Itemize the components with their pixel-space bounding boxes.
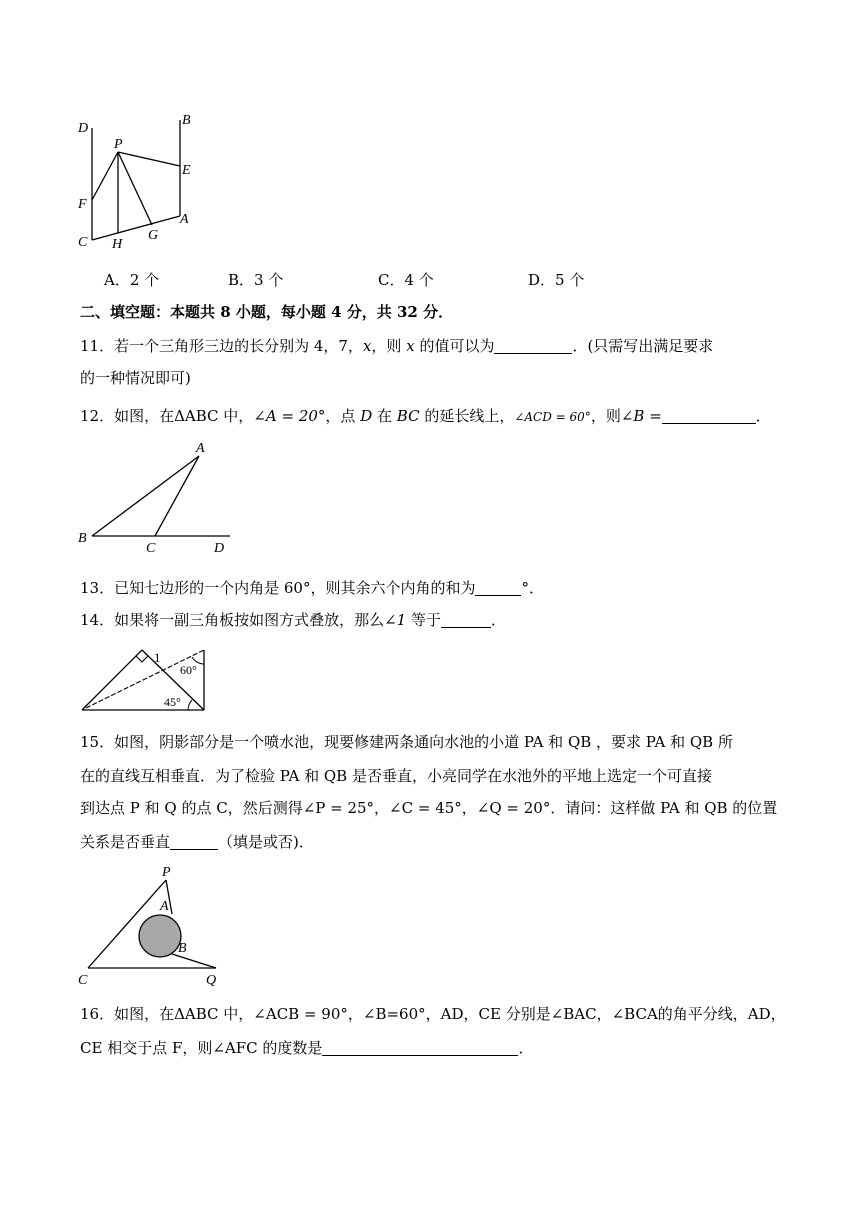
label-C: C [146, 541, 156, 556]
q14-text-end: ． [491, 611, 507, 629]
label-Q: Q [206, 973, 217, 988]
figure-q12 [74, 436, 244, 558]
q16-answer-blank[interactable] [322, 1039, 518, 1056]
q13-text-pre: 13．已知七边形的一个内角是 60°，则其余六个内角的和为 [80, 579, 476, 597]
q12-text-pre: 12．如图，在ΔABC 中， [80, 407, 254, 425]
figure-q14 [78, 644, 208, 714]
label-C: C [78, 235, 88, 250]
q12-angle-a: ∠A = 20° [253, 407, 326, 425]
q14-answer-blank[interactable] [441, 611, 491, 628]
label-F: F [78, 197, 87, 212]
figure-q15 [74, 860, 234, 990]
figure-q10-svg [72, 108, 202, 258]
q15-line4 [80, 832, 314, 852]
q12-answer-blank[interactable] [662, 407, 756, 424]
label-B: B [182, 113, 191, 128]
q15-text-end: （填是或否)． [218, 833, 314, 851]
choice-a[interactable]: A．2 个 [104, 271, 160, 289]
label-D: D [78, 121, 89, 136]
q16-line1: 16．如图，在ΔABC 中，∠ACB = 90°，∠B=60°，AD，CE 分别是∠BAC，∠BCA的角平分线，AD， [80, 1005, 786, 1023]
label-C: C [78, 973, 88, 988]
q11-text-end: ．(只需写出满足要求 [572, 337, 714, 355]
q12-text-end: ． [755, 407, 771, 425]
q15-line1: 15．如图，阴影部分是一个喷水池，现要修建两条通向水池的小道 PA 和 QB ，要求 PA 和 QB 所 [80, 733, 733, 751]
q13-line [80, 578, 544, 598]
q12-point-d: D [360, 407, 373, 425]
q12-text-mid2: 在 [372, 407, 397, 425]
q15-line3: 到达点 P 和 Q 的点 C，然后测得∠P = 25°，∠C = 45°，∠Q = 20°．请问：这样做 PA 和 QB 的位置 [80, 799, 778, 817]
section-heading: 二、填空题：本题共 8 小题，每小题 4 分，共 32 分． [80, 303, 454, 321]
q11-text-pre: 11．若一个三角形三边的长分别为 4，7， [80, 337, 363, 355]
figure-q15-svg [74, 860, 234, 990]
q15-line2: 在的直线互相垂直．为了检验 PA 和 QB 是否垂直，小亮同学在水池外的平地上选定一个可直接 [80, 767, 712, 785]
q16-text-end: ． [518, 1039, 534, 1057]
q15-answer-blank[interactable] [170, 833, 218, 850]
q12-text-mid1: ，点 [325, 407, 361, 425]
q11-var-x2: x [406, 337, 415, 355]
q11-answer-blank[interactable] [494, 337, 572, 354]
figure-q12-svg [74, 436, 244, 558]
label-D: D [214, 541, 225, 556]
label-B: B [178, 941, 187, 956]
q15-text-pre: 关系是否垂直 [80, 833, 171, 851]
label-angle-1: 1 [154, 650, 161, 665]
label-45-degrees: 45° [164, 695, 181, 709]
q11-text-mid: ，则 [371, 337, 407, 355]
q12-segment-bc: BC [396, 407, 420, 425]
q14-angle-1: ∠1 [384, 611, 407, 629]
q12-line [80, 406, 771, 427]
label-A: A [160, 899, 169, 914]
label-A: A [196, 441, 205, 456]
label-G: G [148, 228, 159, 243]
q14-text-mid: 等于 [406, 611, 441, 629]
label-A: A [180, 212, 189, 227]
q16-text-pre: CE 相交于点 F，则∠AFC 的度数是 [80, 1039, 323, 1057]
q12-angle-acd: ∠ACD = 60° [514, 410, 591, 424]
q11-line2: 的一种情况即可) [80, 369, 191, 387]
label-B: B [78, 531, 87, 546]
q11-line1 [80, 336, 713, 356]
q11-text-post: 的值可以为 [414, 337, 495, 355]
q13-answer-blank[interactable] [475, 579, 521, 596]
q13-text-end: °． [521, 579, 544, 597]
label-P: P [114, 137, 123, 152]
label-H: H [112, 237, 123, 252]
label-E: E [182, 163, 191, 178]
q16-line2 [80, 1038, 533, 1058]
choice-d[interactable]: D．5 个 [528, 271, 585, 289]
q12-text-mid3: 的延长线上， [419, 407, 515, 425]
fountain-pool [139, 915, 181, 957]
label-P: P [162, 865, 171, 880]
label-60-degrees: 60° [180, 663, 197, 677]
q11-var-x: x [362, 337, 372, 355]
q14-text-pre: 14．如果将一副三角板按如图方式叠放，那么 [80, 611, 385, 629]
q12-angle-b: ∠B = [620, 407, 662, 425]
choice-c[interactable]: C．4 个 [378, 271, 434, 289]
figure-q10 [72, 108, 202, 258]
figure-q14-svg [78, 644, 208, 714]
q14-line [80, 610, 506, 630]
choice-b[interactable]: B．3 个 [228, 271, 284, 289]
q12-text-mid4: ，则 [590, 407, 621, 425]
